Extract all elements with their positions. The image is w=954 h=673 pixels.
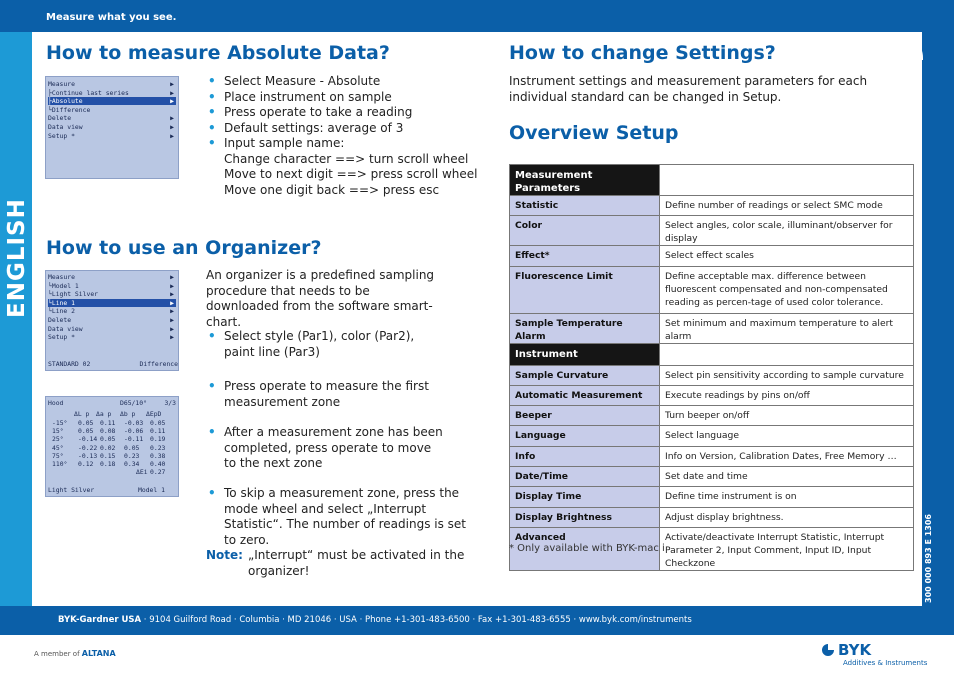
company-name: BYK-Gardner USA	[58, 615, 142, 625]
screen-angle: 110°	[52, 460, 68, 468]
byk-tagline: Additives & Instruments	[843, 659, 928, 667]
list-item: • Place instrument on sample	[206, 90, 486, 106]
chevron-right-icon: ▶	[170, 298, 174, 307]
table-row	[510, 196, 914, 216]
address-text: · 9104 Guilford Road · Columbia · MD 21046 · USA · Phone +1-301-483-6500 · Fax +1-301-483-6555 · www.byk.com/instruments	[141, 615, 692, 625]
setting-name: Automatic Measurement	[510, 385, 660, 405]
language-label: ENGLISH	[4, 198, 30, 318]
list-item: • Default settings: average of 3	[206, 121, 486, 137]
chevron-right-icon: ▶	[170, 97, 174, 106]
screen-menu-line	[48, 80, 176, 88]
overview-title: Overview Setup	[509, 122, 679, 144]
absolute-steps	[206, 74, 486, 198]
language-sidebar	[0, 32, 32, 606]
screen-status-right: Difference	[139, 360, 178, 368]
table-row	[510, 216, 914, 246]
screen-total-label: ΔEi	[136, 468, 148, 477]
screen-value: 0.05	[150, 419, 166, 427]
byk-logo-icon	[820, 643, 836, 657]
byk-logo: BYK	[838, 641, 872, 659]
chevron-right-icon: ▶	[170, 80, 174, 88]
screen-value: 0.23	[124, 451, 140, 460]
screen-angle: 45°	[52, 443, 64, 452]
screen-value: -0.13	[78, 451, 98, 460]
table-row	[510, 487, 914, 507]
setting-name: Display Time	[510, 487, 660, 507]
note-text: „Interrupt“ must be activated in the organizer!	[248, 548, 465, 578]
screen-value: 0.05	[124, 443, 140, 452]
table-section-header	[510, 343, 914, 365]
setting-description: Select language	[660, 426, 914, 446]
screen-menu-text: ├Continue last series	[48, 88, 129, 97]
setting-description: Info on Version, Calibration Dates, Free Memory …	[660, 446, 914, 466]
screen-col-header: Δb p	[120, 410, 136, 418]
screen-value: 0.15	[100, 451, 116, 460]
organizer-step	[206, 425, 446, 472]
screen-angle: 25°	[52, 435, 64, 444]
screen-value: 0.05	[78, 419, 94, 427]
organizer-step	[206, 329, 446, 360]
screen-value: 0.11	[150, 427, 166, 436]
member-of-label: A member of	[34, 650, 80, 658]
list-item-text: Input sample name:	[224, 136, 345, 150]
setting-description: Turn beeper on/off	[660, 406, 914, 426]
organizer-title: How to use an Organizer?	[46, 237, 322, 259]
setting-description: Set date and time	[660, 467, 914, 487]
member-of	[34, 649, 116, 658]
organizer-intro: An organizer is a predefined sampling procedure that needs to be downloaded from the software smart-chart.	[206, 268, 435, 329]
settings-text: Instrument settings and measurement parameters for each individual standard can be changed in Setup.	[509, 74, 868, 104]
altana-logo: ALTANA	[81, 649, 116, 658]
chevron-right-icon: ▶	[170, 88, 174, 97]
screen-menu-line	[48, 114, 176, 122]
footnote: * Only available with BYK-mac i	[509, 543, 665, 554]
chevron-right-icon: ▶	[170, 333, 174, 342]
chevron-right-icon: ▶	[170, 281, 174, 290]
screen-value: 0.38	[150, 451, 166, 460]
screen-value: 0.12	[78, 460, 94, 468]
screen-menu-line	[48, 299, 176, 307]
screen-menu-line	[48, 273, 176, 281]
section-spacer	[660, 165, 914, 196]
screen-value: 0.08	[100, 427, 116, 436]
screen-bottom-left: Light Silver	[48, 486, 95, 494]
screen-menu-line	[48, 97, 176, 105]
chevron-right-icon: ▶	[170, 324, 174, 333]
setting-description: Select effect scales	[660, 246, 914, 266]
chevron-right-icon: ▶	[170, 123, 174, 131]
setting-name: Beeper	[510, 406, 660, 426]
screen-value: 0.05	[100, 435, 116, 444]
table-row	[510, 446, 914, 466]
list-item: • Press operate to measure the first measurement zone	[206, 379, 446, 410]
section-title: Measurement Parameters	[510, 165, 660, 196]
chevron-right-icon: ▶	[170, 307, 174, 316]
setup-table	[509, 164, 914, 571]
sub-line: Move one digit back ==> press esc	[224, 182, 440, 197]
chevron-right-icon: ▶	[170, 316, 174, 324]
screen-menu-line	[48, 333, 176, 341]
setting-name: Fluorescence Limit	[510, 266, 660, 313]
setting-description: Define acceptable max. difference between fluorescent compensated and non-compensated reading as percen-tage of used color tolerance.	[660, 266, 914, 313]
setting-name: Color	[510, 216, 660, 246]
screen-menu-line	[48, 106, 176, 114]
organizer-step	[206, 486, 476, 548]
setting-description: Select pin sensitivity according to sample curvature	[660, 365, 914, 385]
screen-menu-text: └Model 1	[48, 281, 79, 290]
organizer-step	[206, 379, 446, 410]
screen-angle: 75°	[52, 451, 64, 460]
screen-menu-text: Setup *	[48, 131, 75, 140]
screen-value: -0.03	[124, 419, 144, 427]
screen-menu-text: Data view	[48, 324, 83, 333]
setting-description: Activate/deactivate Interrupt Statistic, Interrupt Parameter 2, Input Comment, Input ID, Input Checkzone	[660, 527, 914, 570]
setting-description: Adjust display brightness.	[660, 507, 914, 527]
document-number: 300 000 893 E 1306	[924, 514, 933, 603]
table-row	[510, 426, 914, 446]
screen-value: -0.06	[124, 427, 144, 436]
setting-name: Advanced	[510, 527, 660, 570]
screen-status-left: STANDARD 02	[48, 360, 91, 368]
screen-col-header: ΔL p	[74, 410, 90, 418]
section-spacer	[660, 343, 914, 365]
list-item: • To skip a measurement zone, press the mode wheel and select „Interrupt Statistic“. The number of readings is set to zero.	[206, 486, 476, 548]
tagline: Measure what you see.	[46, 12, 177, 23]
chevron-right-icon: ▶	[170, 131, 174, 140]
setting-description: Define number of readings or select SMC mode	[660, 196, 914, 216]
instrument-screen-organizer-results	[45, 396, 179, 497]
screen-value: 0.34	[124, 460, 140, 468]
section-title: Instrument	[510, 343, 660, 365]
screen-total-value: 0.27	[150, 468, 166, 477]
screen-menu-text: Delete	[48, 316, 72, 324]
screen-value: 0.02	[100, 443, 116, 452]
table-row	[510, 246, 914, 266]
setting-description: Set minimum and maximum temperature to alert alarm	[660, 313, 914, 343]
table-row	[510, 266, 914, 313]
table-row	[510, 313, 914, 343]
list-item	[206, 136, 486, 198]
screen-menu-line	[48, 282, 176, 290]
absolute-title: How to measure Absolute Data?	[46, 42, 390, 64]
list-item: • After a measurement zone has been completed, press operate to move to the next zone	[206, 425, 446, 472]
list-item: • Select Measure - Absolute	[206, 74, 486, 90]
screen-menu-text: Measure	[48, 80, 75, 88]
screen-value: 0.18	[100, 460, 116, 468]
setting-name: Sample Temperature Alarm	[510, 313, 660, 343]
screen-top-mid: D65/10°	[120, 399, 147, 407]
screen-menu-text: └Line 1	[48, 298, 75, 307]
screen-bottom-right: Model 1	[138, 486, 165, 494]
sub-line: Change character ==> turn scroll wheel	[224, 151, 469, 166]
screen-col-header: Δa p	[96, 410, 112, 418]
screen-menu-line	[48, 89, 176, 97]
setting-name: Statistic	[510, 196, 660, 216]
screen-menu-line	[48, 325, 176, 333]
screen-value: 0.23	[150, 443, 166, 452]
rounded-corner	[895, 32, 923, 60]
instrument-screen-absolute	[45, 76, 179, 179]
screen-menu-text: ├Absolute	[48, 97, 83, 106]
screen-menu-line	[48, 307, 176, 315]
setting-name: Display Brightness	[510, 507, 660, 527]
screen-col-header: ΔEpD	[146, 410, 162, 418]
screen-value: 0.19	[150, 435, 166, 444]
screen-top-left: Hood	[48, 399, 64, 407]
setting-description: Define time instrument is on	[660, 487, 914, 507]
list-item: • Select style (Par1), color (Par2), paint line (Par3)	[206, 329, 446, 360]
screen-menu-text: Delete	[48, 114, 72, 123]
table-row	[510, 507, 914, 527]
setting-name: Info	[510, 446, 660, 466]
screen-menu-text: └Light Silver	[48, 290, 99, 299]
chevron-right-icon: ▶	[170, 273, 174, 281]
screen-menu-text: └Line 2	[48, 307, 75, 316]
setting-name: Effect*	[510, 246, 660, 266]
screen-angle: -15°	[52, 419, 68, 427]
note-label: Note:	[206, 548, 243, 562]
setting-name: Language	[510, 426, 660, 446]
table-row	[510, 406, 914, 426]
screen-menu-line	[48, 123, 176, 131]
chevron-right-icon: ▶	[170, 114, 174, 123]
screen-menu-line	[48, 132, 176, 140]
chevron-right-icon: ▶	[170, 290, 174, 299]
screen-value: -0.14	[78, 435, 98, 444]
screen-menu-line	[48, 290, 176, 298]
screen-menu-text: Setup *	[48, 333, 75, 342]
instrument-screen-organizer-menu	[45, 270, 179, 371]
screen-value: -0.11	[124, 435, 144, 444]
screen-value: 0.40	[150, 460, 166, 468]
screen-angle: 15°	[52, 427, 64, 436]
screen-menu-text: └Difference	[48, 105, 91, 114]
setting-description: Execute readings by pins on/off	[660, 385, 914, 405]
setting-name: Sample Curvature	[510, 365, 660, 385]
screen-value: 0.05	[78, 427, 94, 436]
settings-title: How to change Settings?	[509, 42, 776, 64]
sub-line: Move to next digit ==> press scroll wheel	[224, 167, 478, 181]
screen-menu-text: Measure	[48, 273, 75, 281]
screen-menu-text: Data view	[48, 123, 83, 131]
table-row	[510, 385, 914, 405]
table-row	[510, 365, 914, 385]
table-row	[510, 467, 914, 487]
screen-value: 0.11	[100, 419, 116, 427]
table-section-header	[510, 165, 914, 196]
screen-value: -0.22	[78, 443, 98, 452]
screen-top-right: 3/3	[164, 399, 176, 407]
setting-name: Date/Time	[510, 467, 660, 487]
list-item: • Press operate to take a reading	[206, 105, 486, 121]
setting-description: Select angles, color scale, illuminant/observer for display	[660, 216, 914, 246]
screen-menu-line	[48, 316, 176, 324]
footer-address	[58, 615, 692, 625]
